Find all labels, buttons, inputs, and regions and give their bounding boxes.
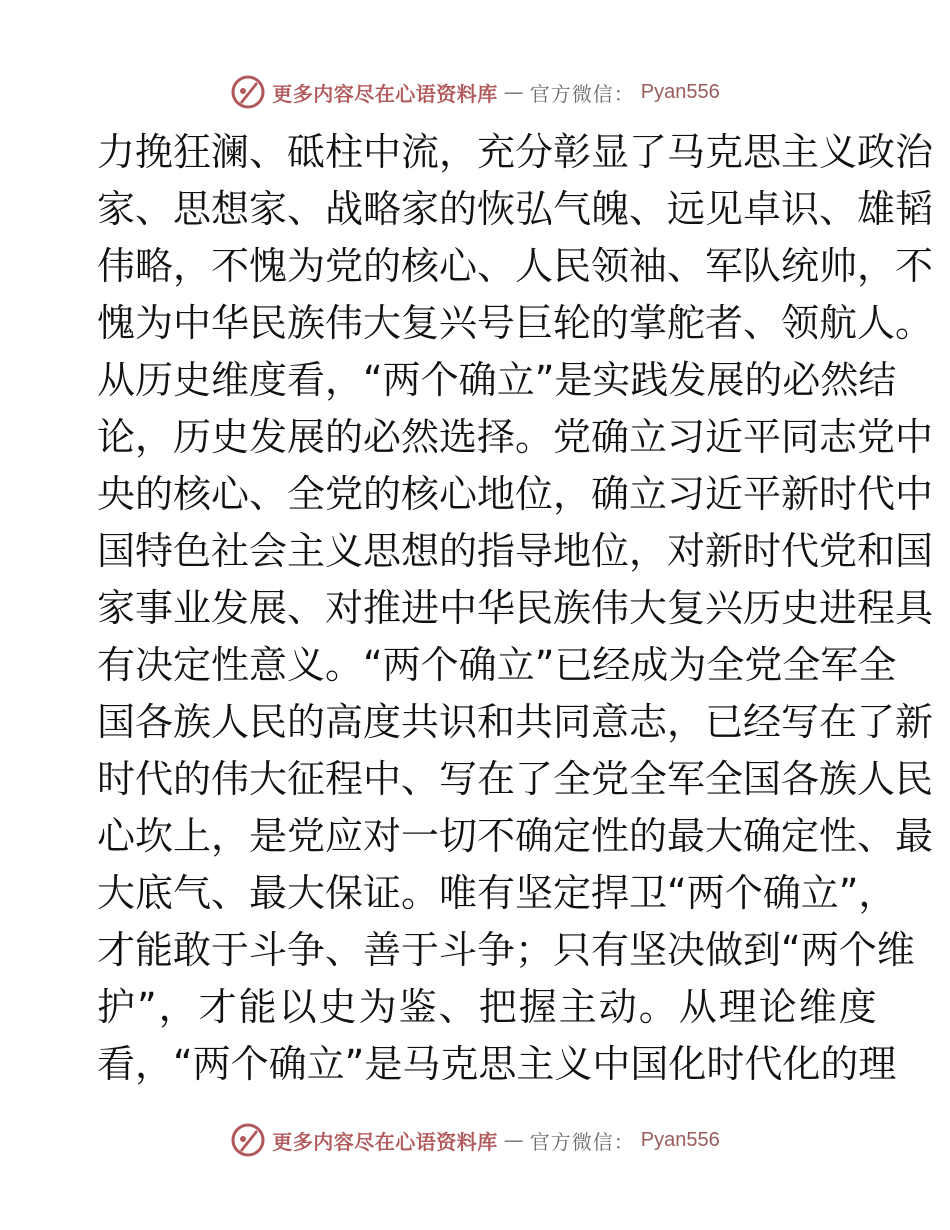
watermark-wechat-id: Pyan556	[640, 80, 720, 103]
body-line: 央的核心、全党的核心地位，确立习近平新时代中	[97, 472, 934, 516]
body-line: 有决定性意义。“两个确立”已经成为全党全军全	[97, 643, 897, 687]
document-body	[97, 124, 934, 1093]
footer-watermark	[0, 1120, 950, 1160]
body-line: 大底气、最大保证。唯有坚定捍卫“两个确立”，	[97, 871, 897, 915]
quill-logo-icon	[230, 74, 266, 110]
watermark-main-text: 更多内容尽在心语资料库	[272, 1129, 498, 1154]
body-line: 力挽狂澜、砥柱中流，充分彰显了马克思主义政治	[97, 130, 934, 174]
watermark-separator: —	[503, 1128, 524, 1152]
body-line: 家、思想家、战略家的恢弘气魄、远见卓识、雄韬	[97, 187, 934, 231]
quill-logo-icon	[230, 1122, 266, 1158]
body-line: 看，“两个确立”是马克思主义中国化时代化的理	[97, 1042, 897, 1086]
body-line: 才能敢于斗争、善于斗争；只有坚决做到“两个维	[97, 928, 915, 972]
watermark-wechat-id: Pyan556	[640, 1128, 720, 1151]
body-line: 国特色社会主义思想的指导地位，对新时代党和国	[97, 529, 934, 573]
watermark-separator: —	[503, 80, 524, 104]
body-line: 论，历史发展的必然选择。党确立习近平同志党中	[97, 415, 934, 459]
body-line: 心坎上，是党应对一切不确定性的最大确定性、最	[97, 814, 934, 858]
body-line: 时代的伟大征程中、写在了全党全军全国各族人民	[97, 757, 934, 801]
watermark-official-label: 官方微信：	[529, 81, 635, 106]
body-line: 家事业发展、对推进中华民族伟大复兴历史进程具	[97, 586, 934, 630]
body-line: 国各族人民的高度共识和共同意志，已经写在了新	[97, 700, 934, 744]
watermark-official-label: 官方微信：	[529, 1129, 635, 1154]
body-line: 伟略，不愧为党的核心、人民领袖、军队统帅，不	[97, 244, 934, 288]
body-line: 从历史维度看，“两个确立”是实践发展的必然结	[97, 358, 897, 402]
watermark-main-text: 更多内容尽在心语资料库	[272, 81, 498, 106]
header-watermark	[0, 72, 950, 112]
body-line: 护”，才能以史为鉴、把握主动。从理论维度	[97, 985, 879, 1029]
body-line: 愧为中华民族伟大复兴号巨轮的掌舵者、领航人。	[97, 301, 934, 345]
